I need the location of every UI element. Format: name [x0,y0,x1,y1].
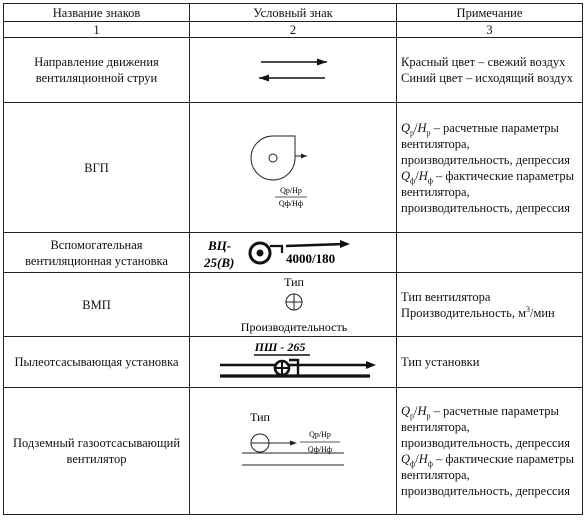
row-note [397,273,583,337]
column-number-2: 2 [190,22,397,38]
row-name: Вспомогательная вентиляционная установка [4,233,190,273]
table-row [4,388,583,515]
local-fan-type-label: Тип [284,274,304,289]
note-capacity-unit: /мин [529,305,555,320]
table-row [4,38,583,103]
row-name: ВМП [4,273,190,337]
note-calculated: $Q_р/H_р$ – расчетные параметры вентилятора, производительность, депрессия [401,120,570,167]
table-row [4,337,583,388]
fan-design-params: Qр/Hр [280,185,302,195]
gas-fan-type-label: Тип [250,410,270,424]
gas-fan-actual-params: Qф/Hф [307,445,333,454]
note-calculated-text: – расчетные параметры вентилятора, производительность, депрессия [401,120,570,167]
aux-ventilation-symbol [190,233,397,273]
aux-code-line2: 25(В) [204,254,235,270]
row-note [397,388,583,515]
table-row [4,273,583,337]
airflow-arrows-symbol [190,38,397,103]
local-fan-symbol [190,273,397,337]
gas-suction-fan-icon [194,401,394,501]
row-name: Подземный газоотсасывающий вентилятор [4,388,190,515]
table-row [4,233,583,273]
row-note: Тип установки [397,337,583,388]
dust-unit-code: ПШ - 265 [254,340,306,354]
note-type: Тип вентилятора [401,289,491,304]
main-fan-icon [233,126,353,210]
note-calculated: $Q_р/H_р$ – расчетные параметры вентилятора, производительность, депрессия [401,404,570,450]
header-name: Название знаков [4,4,190,22]
aux-capacity-value: 4000/180 [286,250,336,266]
note-actual: $Q_ф/H_ф$ – фактические параметры вентилятора, производительность, депрессия [401,452,575,498]
header-row [4,4,583,22]
aux-ventilation-icon [194,234,394,272]
note-actual-text: – фактические параметры вентилятора, производительность, депрессия [401,168,575,215]
dust-extraction-symbol [190,337,397,388]
column-number-3: 3 [397,22,583,38]
airflow-arrows-icon [243,50,343,90]
note-actual-text: – фактические параметры вентилятора, производительность, депрессия [401,452,575,498]
note-actual: $Q_ф/H_ф$ – фактические параметры вентилятора, производительность, депрессия [401,168,575,215]
main-fan-symbol [190,103,397,233]
row-note-empty [397,233,583,273]
dust-extraction-icon [194,338,394,386]
row-name: Пылеотсасывающая установка [4,337,190,388]
local-fan-capacity-label: Производительность [240,319,348,334]
column-number-row [4,22,583,38]
symbols-table-sheet [3,3,583,515]
legend-table [3,3,583,515]
note-calculated-text: – расчетные параметры вентилятора, производительность, депрессия [401,404,570,450]
header-note: Примечание [397,4,583,22]
gas-fan-design-params: Qр/Hр [309,430,331,439]
row-name: Направление движения вентиляционной струи [4,38,190,103]
column-number-1: 1 [4,22,190,38]
row-note [397,103,583,233]
note-line: Синий цвет – исходящий воздух [401,71,573,85]
note-capacity: Производительность, $м^3$/мин [401,304,555,320]
aux-code-line1: ВЦ- [208,237,232,253]
note-line: Красный цвет – свежий воздух [401,55,566,69]
header-symbol: Условный знак [190,4,397,22]
gas-suction-fan-symbol [190,388,397,515]
local-fan-icon [194,274,394,336]
table-row [4,103,583,233]
fan-actual-params: Qф/Hф [278,198,304,208]
row-name: ВГП [4,103,190,233]
note-capacity-text: Производительность, м [401,305,526,320]
row-note [397,38,583,103]
